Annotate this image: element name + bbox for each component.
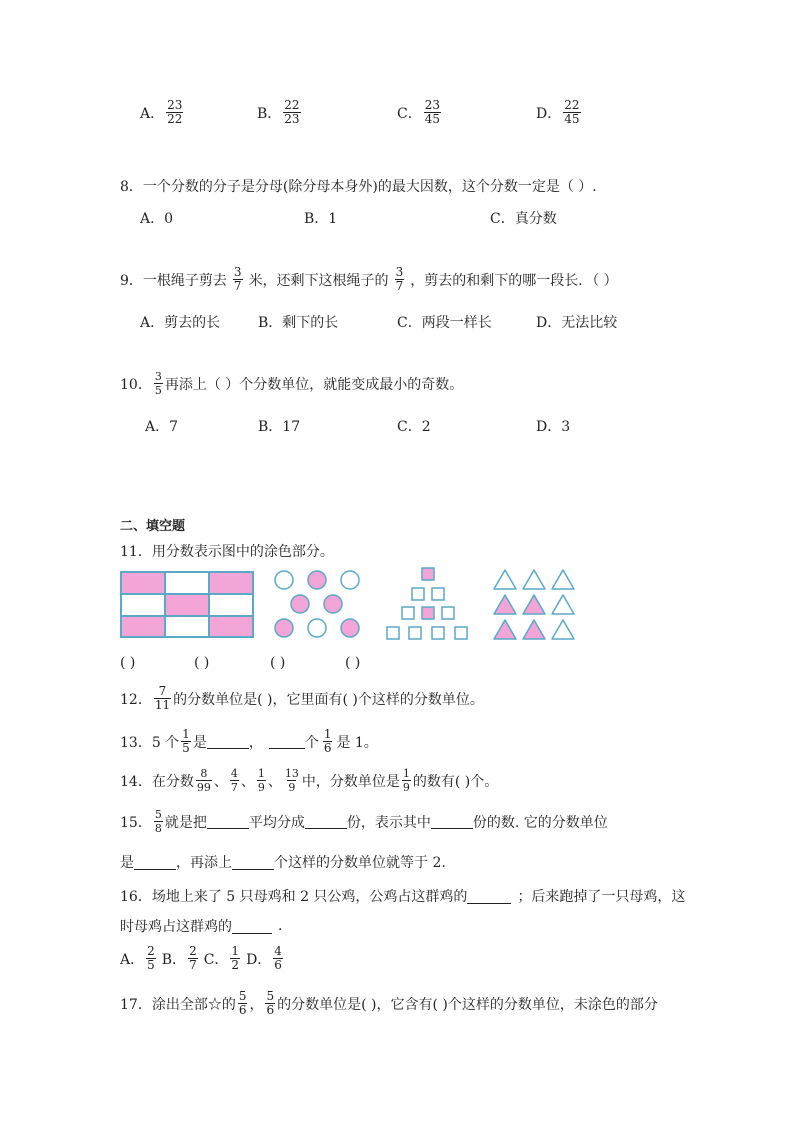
option-letter: C． xyxy=(203,951,229,968)
question-text: 13．5 个 xyxy=(120,734,180,751)
q9-option-c[interactable] xyxy=(397,312,492,332)
question-text: 再添上（ ）个分数单位，就能变成最小的奇数。 xyxy=(164,376,464,393)
question-number: 15． xyxy=(120,814,152,831)
option-text: A．7 xyxy=(145,419,179,435)
answer-blank[interactable] xyxy=(232,855,274,870)
question-text: ，剪去的和剩下的哪一段长．（ ） xyxy=(410,272,618,289)
fraction: $\frac{4}{6}$ xyxy=(274,944,282,972)
q15-stem-line1 xyxy=(120,808,608,835)
fraction: $\frac{3}{5}$ xyxy=(154,370,162,397)
answer-blank[interactable] xyxy=(207,734,249,749)
fraction: $\frac{2}{7}$ xyxy=(189,944,197,972)
q12-stem xyxy=(120,685,484,712)
question-text: 17．涂出全部☆的 xyxy=(120,996,236,1013)
fraction: $\frac{22}{23}$ xyxy=(284,98,300,126)
q16-option-c[interactable] xyxy=(204,945,242,972)
question-text: 个 xyxy=(304,734,319,751)
q10-option-b[interactable] xyxy=(258,416,300,436)
option-letter: B． xyxy=(161,951,187,968)
option-text: B．1 xyxy=(304,211,338,227)
q9-option-b[interactable] xyxy=(258,312,338,332)
answer-blank: ( ) xyxy=(120,655,136,671)
option-letter: D． xyxy=(246,951,272,968)
answer-blank: ( ) xyxy=(270,655,286,671)
section-title: 二、填空题 xyxy=(120,519,186,534)
question-text: 8．一个分数的分子是分母(除分母本身外)的最大因数，这个分数一定是（ ）. xyxy=(120,179,597,195)
rectangle-grid-figure xyxy=(120,571,255,639)
triangles-figure xyxy=(492,568,580,642)
fraction: $\frac{4}{7}$ xyxy=(230,767,238,794)
question-text: ，再添上 xyxy=(176,855,232,871)
section-heading xyxy=(120,515,185,534)
option-letter: A． xyxy=(140,105,165,122)
question-text: 平均分成 xyxy=(248,814,305,831)
fraction: $\frac{1}{2}$ xyxy=(231,944,240,972)
q9-stem xyxy=(120,266,618,293)
fraction: $\frac{5}{6}$ xyxy=(266,989,275,1017)
grid-cells xyxy=(121,572,253,637)
q8-stem xyxy=(120,176,597,196)
option-text: D．无法比较 xyxy=(536,315,618,331)
q16-stem-line1 xyxy=(120,886,685,906)
q8-option-b[interactable] xyxy=(304,208,337,228)
fraction: $\frac{13}{9}$ xyxy=(284,767,299,794)
q8-option-c[interactable] xyxy=(490,208,557,228)
question-text: 的分数单位是( )，它里面有( )个这样的分数单位。 xyxy=(173,691,484,708)
question-text: . xyxy=(278,918,283,934)
question-text: 11．用分数表示图中的涂色部分。 xyxy=(120,544,334,560)
question-text: 的数有( )个。 xyxy=(412,773,499,790)
q11-stem xyxy=(120,541,334,561)
q7-option-b[interactable] xyxy=(257,99,303,126)
option-letter: C． xyxy=(397,105,422,122)
q7-option-d[interactable] xyxy=(536,99,583,126)
question-text: 9．一根绳子剪去 xyxy=(120,272,227,289)
answer-blank[interactable] xyxy=(305,814,347,829)
q11-answer-1[interactable] xyxy=(120,655,135,671)
separator: 、 xyxy=(240,773,255,790)
fraction: $\frac{1}{5}$ xyxy=(182,727,190,755)
question-number: 10． xyxy=(120,376,152,393)
question-text: ， xyxy=(248,734,263,751)
option-text: B．17 xyxy=(258,419,301,435)
option-letter: A． xyxy=(120,951,145,968)
fraction: $\frac{7}{11}$ xyxy=(154,684,171,712)
q9-option-d[interactable] xyxy=(536,312,617,332)
q16-option-d[interactable] xyxy=(246,945,285,972)
q9-option-a[interactable] xyxy=(140,312,220,332)
q10-option-d[interactable] xyxy=(536,416,570,436)
fraction: $\frac{2}{5}$ xyxy=(147,944,155,972)
q10-stem xyxy=(120,370,463,397)
fraction: $\frac{3}{7}$ xyxy=(395,265,404,293)
separator: ， xyxy=(249,996,264,1013)
circles-figure xyxy=(270,569,366,641)
question-text: 14．在分数 xyxy=(120,773,194,790)
q16-option-a[interactable] xyxy=(120,945,158,972)
answer-blank: ( ) xyxy=(194,655,210,671)
fraction: $\frac{22}{45}$ xyxy=(564,98,580,126)
option-letter: B． xyxy=(257,105,282,122)
question-text: ；后来跑掉了一只母鸡，这 xyxy=(517,889,686,905)
answer-blank[interactable] xyxy=(269,734,305,749)
q16-options xyxy=(120,945,285,972)
answer-blank: ( ) xyxy=(345,655,361,671)
fraction: $\frac{23}{22}$ xyxy=(167,98,183,126)
q11-answer-4[interactable] xyxy=(345,655,360,671)
option-text: C．2 xyxy=(397,419,431,435)
q7-option-c[interactable] xyxy=(397,99,443,126)
fraction: $\frac{5}{6}$ xyxy=(238,989,247,1017)
option-text: C．真分数 xyxy=(490,211,557,227)
q10-option-a[interactable] xyxy=(145,416,178,436)
question-text: 个这样的分数单位就等于 2. xyxy=(274,855,446,871)
fraction: $\frac{1}{6}$ xyxy=(323,727,332,755)
option-text: C．两段一样长 xyxy=(397,315,492,331)
option-text: A．剪去的长 xyxy=(140,315,221,331)
q14-stem xyxy=(120,767,498,794)
question-text: 中，分数单位是 xyxy=(301,773,400,790)
q17-stem xyxy=(120,990,658,1017)
question-text: 就是把 xyxy=(164,814,207,831)
option-text: A．0 xyxy=(140,211,174,227)
question-text: 份的数. 它的分数单位 xyxy=(472,814,608,831)
question-text: 是 xyxy=(120,855,134,871)
question-text: 时母鸡占这群鸡的 xyxy=(120,919,232,935)
q8-option-a[interactable] xyxy=(140,208,173,228)
fraction: $\frac{8}{99}$ xyxy=(196,767,211,794)
separator: 、 xyxy=(213,773,228,790)
option-text: D．3 xyxy=(536,419,571,435)
separator: 、 xyxy=(267,773,282,790)
option-letter: D． xyxy=(536,105,562,122)
q16-option-b[interactable] xyxy=(162,945,200,972)
q11-answer-2[interactable] xyxy=(194,655,209,671)
answer-blank[interactable] xyxy=(134,855,176,870)
question-text: 16．场地上来了 5 只母鸡和 2 只公鸡，公鸡占这群鸡的 xyxy=(120,889,468,905)
fraction: $\frac{23}{45}$ xyxy=(424,98,440,126)
q15-stem-line2 xyxy=(120,852,446,872)
q13-stem xyxy=(120,728,378,755)
q16-stem-line2 xyxy=(120,916,282,936)
question-text: 是 xyxy=(192,734,207,751)
answer-blank[interactable] xyxy=(232,919,272,934)
q10-option-c[interactable] xyxy=(397,416,431,436)
fraction: $\frac{5}{8}$ xyxy=(154,808,162,835)
answer-blank[interactable] xyxy=(431,814,473,829)
question-number: 12． xyxy=(120,691,152,708)
fraction: $\frac{1}{9}$ xyxy=(402,767,410,794)
fraction: $\frac{1}{9}$ xyxy=(257,767,265,794)
option-text: B．剩下的长 xyxy=(258,315,339,331)
q11-answer-3[interactable] xyxy=(270,655,285,671)
question-text: 是 1。 xyxy=(336,734,378,751)
squares-pyramid-figure xyxy=(384,567,476,643)
question-text: 米，还剩下这根绳子的 xyxy=(248,272,389,289)
fraction: $\frac{3}{7}$ xyxy=(233,265,242,293)
question-text: 份，表示其中 xyxy=(346,814,431,831)
answer-blank[interactable] xyxy=(207,814,249,829)
answer-blank[interactable] xyxy=(467,889,511,904)
question-text: 的分数单位是( )，它含有( )个这样的分数单位，未涂色的部分 xyxy=(277,996,658,1013)
q7-option-a[interactable] xyxy=(140,99,185,126)
